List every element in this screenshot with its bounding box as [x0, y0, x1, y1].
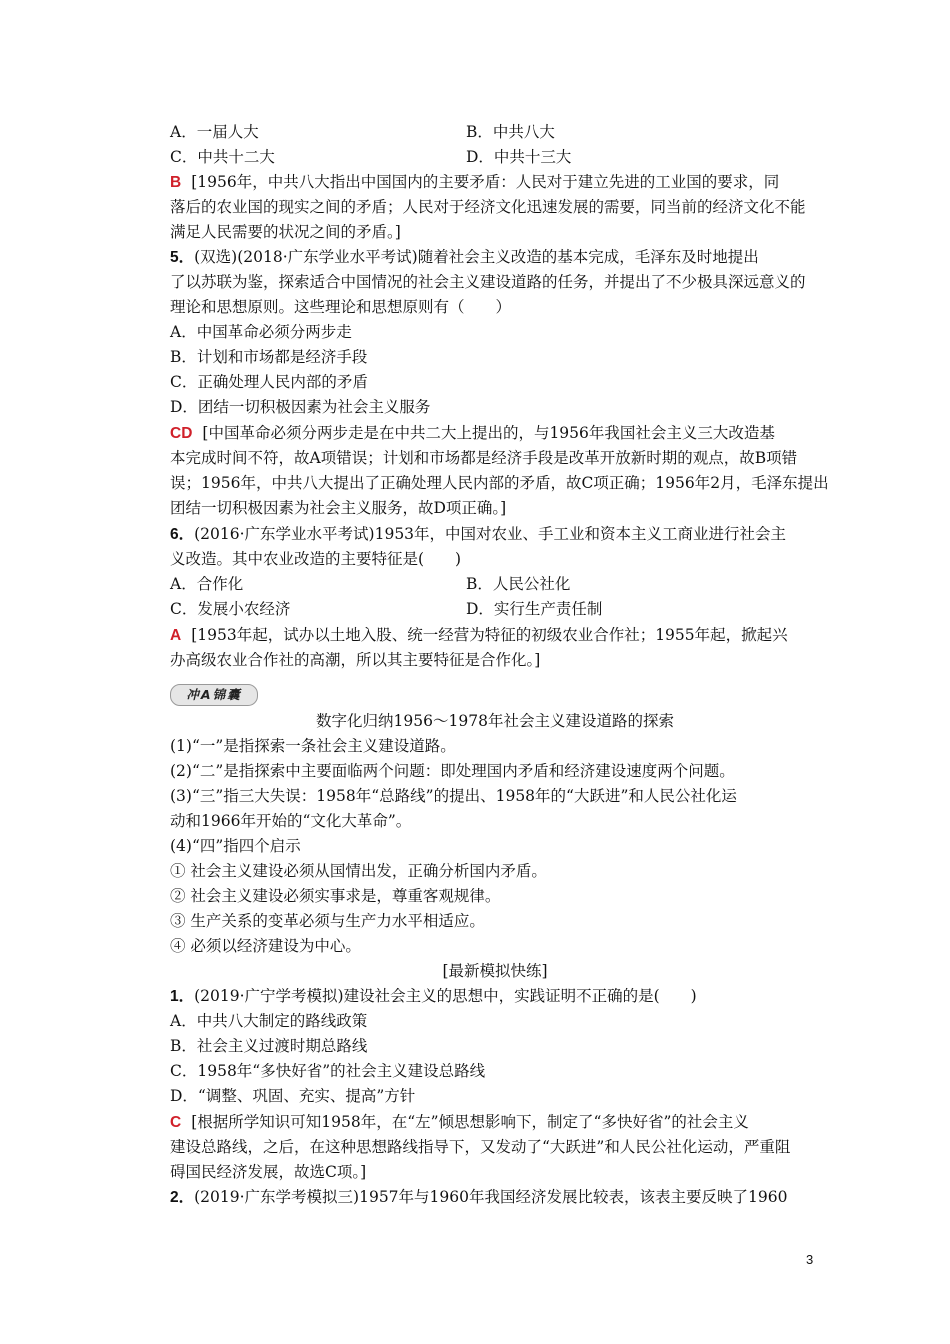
q4-answer-text: 落后的农业国的现实之间的矛盾；人民对于经济文化迅速发展的需要，同当前的经济文化不能	[170, 198, 806, 216]
q5-option-c: C．正确处理人民内部的矛盾	[170, 373, 368, 391]
q4-answer-line	[170, 170, 820, 195]
section-title: [最新模拟快练]	[442, 962, 548, 980]
q4-option-d: D．中共十三大	[466, 148, 572, 166]
q4-option-row	[170, 120, 820, 145]
q6-option-c: C．发展小农经济	[170, 600, 291, 618]
q4-answer-text: 满足人民需要的状况之间的矛盾。]	[170, 223, 401, 241]
p1-stem-text: (2019·广宁学考模拟)建设社会主义的思想中，实践证明不正确的是( )	[194, 987, 697, 1005]
q5-answer-text: 本完成时间不符，故A项错误；计划和市场都是经济手段是改革开放新时期的观点，故B项错	[170, 449, 798, 467]
q5-stem-text: 了以苏联为鉴，探索适合中国情况的社会主义建设道路的任务，并提出了不少极具深远意义的	[170, 273, 806, 291]
summary-title: 数字化归纳1956～1978年社会主义建设道路的探索	[316, 712, 674, 730]
p2-stem-text: (2019·广东学考模拟三)1957年与1960年我国经济发展比较表，该表主要反映了1960	[194, 1188, 788, 1206]
q4-option-c: C．中共十二大	[170, 148, 275, 166]
p1-answer-key: C	[170, 1114, 182, 1131]
p1-answer-text: 建设总路线，之后，在这种思想路线指导下，又发动了“大跃进”和人民公社化运动，严重阻	[170, 1138, 791, 1156]
q5-answer-line	[170, 421, 820, 446]
q5-answer-text: 团结一切积极因素为社会主义服务，故D项正确。]	[170, 499, 507, 517]
q5-answer-text: [中国革命必须分两步走是在中共二大上提出的，与1956年我国社会主义三大改造基	[202, 424, 775, 442]
q5-number: 5．	[170, 249, 195, 266]
q4-answer-text: [1956年，中共八大指出中国国内的主要矛盾：人民对于建立先进的工业国的要求，同	[191, 173, 780, 191]
summary-line: ④ 必须以经济建设为中心。	[170, 937, 361, 955]
q6-stem-text: 义改造。其中农业改造的主要特征是( )	[170, 550, 462, 568]
summary-line: (2)“二”是指探索中主要面临两个问题：即处理国内矛盾和经济建设速度两个问题。	[170, 762, 735, 780]
p1-number: 1．	[170, 988, 195, 1005]
q5-stem-text: 理论和思想原则。这些理论和思想原则有（ ）	[170, 298, 512, 316]
summary-line: (4)“四”指四个启示	[170, 837, 301, 855]
q6-option-d: D．实行生产责任制	[466, 600, 603, 618]
summary-line: (3)“三”指三大失误：1958年“总路线”的提出、1958年的“大跃进”和人民公社化运	[170, 787, 737, 805]
q5-option-b: B．计划和市场都是经济手段	[170, 348, 368, 366]
q6-option-row	[170, 572, 820, 597]
p1-stem	[170, 984, 820, 1009]
summary-line: ② 社会主义建设必须实事求是，尊重客观规律。	[170, 887, 501, 905]
q6-option-a: A．合作化	[170, 575, 244, 593]
q6-answer-line	[170, 623, 820, 648]
p2-number: 2．	[170, 1189, 195, 1206]
q4-answer-key: B	[170, 174, 182, 191]
summary-line: 动和1966年开始的“文化大革命”。	[170, 812, 412, 830]
tips-badge: 冲A锦囊	[170, 684, 258, 706]
summary-line: ③ 生产关系的变革必须与生产力水平相适应。	[170, 912, 485, 930]
q6-stem-text: (2016·广东学业水平考试)1953年，中国对农业、手工业和资本主义工商业进行社会主	[194, 525, 787, 543]
q5-answer-key: CD	[170, 425, 193, 442]
p2-stem	[170, 1185, 820, 1210]
q4-option-a: A．一届人大	[170, 123, 259, 141]
summary-line: ① 社会主义建设必须从国情出发，正确分析国内矛盾。	[170, 862, 547, 880]
p1-option-d: D．“调整、巩固、充实、提高”方针	[170, 1087, 416, 1105]
q6-option-row	[170, 597, 820, 622]
q5-stem	[170, 245, 820, 270]
p1-option-b: B．社会主义过渡时期总路线	[170, 1037, 368, 1055]
q5-option-a: A．中国革命必须分两步走	[170, 323, 352, 341]
q6-number: 6．	[170, 526, 195, 543]
q5-answer-text: 误；1956年，中共八大提出了正确处理人民内部的矛盾，故C项正确；1956年2月，毛泽东提出	[170, 474, 829, 492]
p1-answer-text: 碍国民经济发展，故选C项。]	[170, 1163, 367, 1181]
q4-option-b: B．中共八大	[466, 123, 555, 141]
p1-option-c: C．1958年“多快好省”的社会主义建设总路线	[170, 1062, 486, 1080]
q6-answer-text: 办高级农业合作社的高潮，所以其主要特征是合作化。]	[170, 651, 541, 669]
page-number: 3	[806, 1252, 814, 1267]
q6-stem	[170, 522, 820, 547]
p1-option-a: A．中共八大制定的路线政策	[170, 1012, 368, 1030]
q5-option-d: D．团结一切积极因素为社会主义服务	[170, 398, 431, 416]
q4-option-row	[170, 145, 820, 170]
p1-answer-line	[170, 1110, 820, 1135]
summary-line: (1)“一”是指探索一条社会主义建设道路。	[170, 737, 456, 755]
q6-option-b: B．人民公社化	[466, 575, 571, 593]
q6-answer-text: [1953年起，试办以土地入股、统一经营为特征的初级农业合作社；1955年起，掀起兴	[191, 626, 788, 644]
q6-answer-key: A	[170, 627, 182, 644]
p1-answer-text: [根据所学知识可知1958年，在“左”倾思想影响下，制定了“多快好省”的社会主义	[191, 1113, 749, 1131]
q5-stem-text: (双选)(2018·广东学业水平考试)随着社会主义改造的基本完成，毛泽东及时地提出	[194, 248, 759, 266]
